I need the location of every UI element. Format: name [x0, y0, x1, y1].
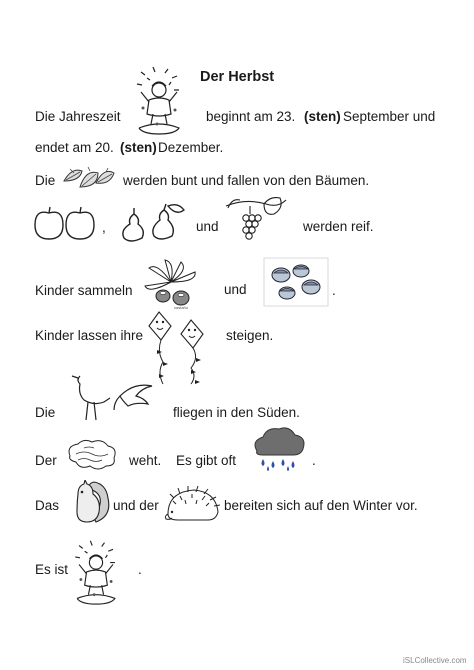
autumn-child-picture	[133, 64, 185, 136]
text-line4-und: und	[196, 219, 219, 234]
text-line6-start: Kinder lassen ihre	[35, 328, 144, 343]
birds-picture	[68, 372, 156, 424]
text-line6-end: steigen.	[226, 328, 274, 343]
text-line7-start: Die	[35, 405, 56, 420]
acorns-picture	[263, 257, 329, 307]
leaves-picture	[60, 163, 118, 195]
text-line4-comma: ,	[102, 220, 106, 235]
text-line2-end: Dezember.	[158, 140, 224, 155]
chestnut-tag: castaño	[174, 305, 189, 310]
autumn-child-picture-small	[70, 538, 122, 606]
text-line8-mid: weht.	[129, 453, 162, 468]
hedgehog-picture	[162, 484, 220, 524]
text-line10-start: Es ist	[35, 562, 69, 577]
wind-picture	[64, 438, 120, 472]
text-line5-und: und	[224, 282, 247, 297]
text-line5-start: Kinder sammeln	[35, 283, 133, 298]
site-watermark: iSLCollective.com	[403, 656, 467, 665]
text-line8-gibt: Es gibt oft	[176, 453, 237, 468]
text-line7-end: fliegen in den Süden.	[173, 405, 300, 420]
grapes-picture	[224, 194, 288, 248]
text-line3-start: Die	[35, 173, 56, 188]
text-line1-mid: beginnt am 23.	[206, 109, 296, 124]
text-line9-end: bereiten sich auf den Winter vor.	[224, 498, 418, 513]
text-line5-dot: .	[332, 283, 336, 298]
text-line2-sten: (sten)	[120, 140, 157, 155]
text-line1-sten: (sten)	[304, 109, 341, 124]
pears-picture	[116, 200, 188, 244]
text-line10-dot: .	[138, 562, 142, 577]
text-line1-start: Die Jahreszeit	[35, 109, 121, 124]
text-line4-end: werden reif.	[303, 219, 374, 234]
text-line9-mid: und der	[113, 498, 159, 513]
text-line2-start: endet am 20.	[35, 140, 114, 155]
chestnuts-picture	[141, 258, 207, 310]
text-line3-end: werden bunt und fallen von den Bäumen.	[123, 173, 370, 188]
text-line1-end: September und	[343, 109, 436, 124]
rain-cloud-picture	[251, 427, 307, 473]
page-title: Der Herbst	[200, 69, 275, 85]
text-line8-start: Der	[35, 453, 57, 468]
squirrel-picture	[68, 480, 112, 526]
apples-picture	[33, 205, 97, 241]
text-line9-start: Das	[35, 498, 60, 513]
text-line8-dot: .	[312, 453, 316, 468]
